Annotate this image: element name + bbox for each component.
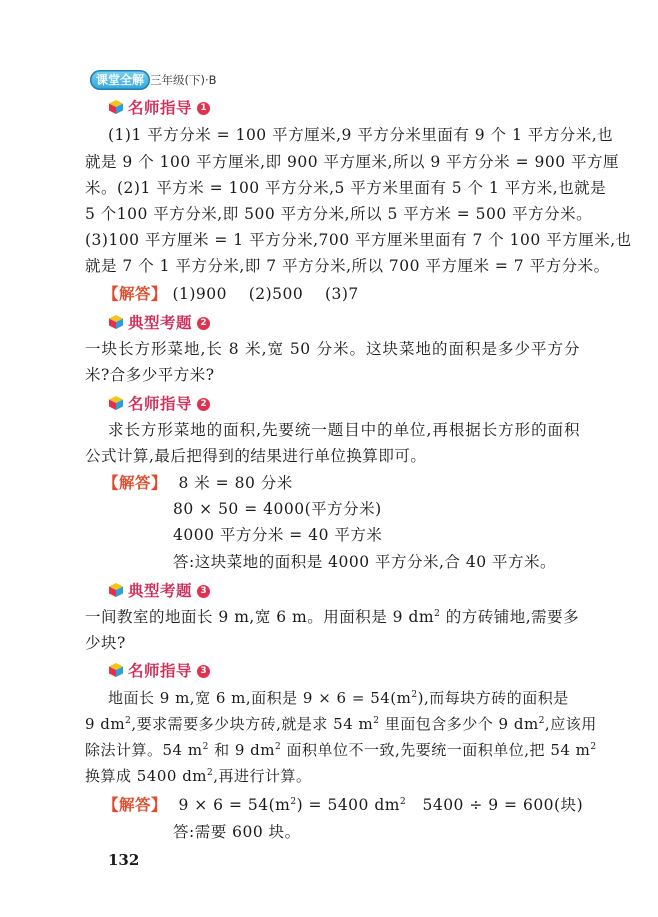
text-segment: ,再进行计算。 xyxy=(213,767,312,785)
section-heading-exam-2 xyxy=(108,311,210,333)
text-segment: ,要求需要多少块方砖,就是求 54 m xyxy=(131,715,374,733)
superscript: 2 xyxy=(275,742,282,752)
answer-text: (1)900 (2)500 (3)7 xyxy=(172,285,359,303)
section-heading-guide-3 xyxy=(108,659,210,681)
brand-badge: 课堂全解 xyxy=(90,70,150,90)
superscript: 2 xyxy=(399,797,407,807)
superscript: 2 xyxy=(538,716,545,726)
answer-row xyxy=(103,284,359,304)
heading-number: 3 xyxy=(197,665,210,678)
page-number: 132 xyxy=(108,851,140,869)
text-segment: 除法计算。54 m xyxy=(85,741,203,759)
text-segment: 地面长 9 m,宽 6 m,面积是 9 × 6 = 54(m xyxy=(108,689,412,707)
superscript: 2 xyxy=(590,742,597,752)
text-line: 求长方形菜地的面积,先要统一题目中的单位,再根据长方形的面积 xyxy=(108,421,580,439)
section-heading-guide-1 xyxy=(108,96,210,118)
text-segment: 里面包含多少个 9 dm xyxy=(379,715,539,733)
superscript: 2 xyxy=(125,716,132,726)
text-segment: 9 dm xyxy=(85,715,126,733)
text-line xyxy=(85,607,579,627)
cube-icon xyxy=(108,582,124,598)
heading-number: 2 xyxy=(197,317,210,330)
heading-number: 3 xyxy=(197,585,210,598)
text-line xyxy=(85,766,312,786)
text-segment: ,应该用 xyxy=(544,715,597,733)
answer-row xyxy=(103,795,583,815)
text-line: 5 个100 平方分米,即 500 平方分米,所以 5 平方米 = 500 平方分米。 xyxy=(85,205,593,223)
answer-text xyxy=(178,796,583,814)
text-line: (1)1 平方分米 = 100 平方厘米,9 平方分米里面有 9 个 1 平方分米,也 xyxy=(108,126,614,144)
heading-number: 1 xyxy=(197,102,210,115)
final-answer: 答:需要 600 块。 xyxy=(173,823,301,841)
answer-row xyxy=(103,473,293,493)
text-segment: 和 9 dm xyxy=(208,741,276,759)
text-segment: 的方砖铺地,需要多 xyxy=(440,608,580,626)
text-line: 少块? xyxy=(85,634,126,652)
cube-icon xyxy=(108,314,124,330)
section-heading-guide-2 xyxy=(108,392,210,414)
text-segment: 换算成 5400 dm xyxy=(85,767,208,785)
text-segment: ),而每块方砖的面积是 xyxy=(417,689,569,707)
cube-icon xyxy=(108,395,124,411)
superscript: 2 xyxy=(207,768,214,778)
heading-text: 名师指导 xyxy=(128,395,193,413)
section-heading-exam-3 xyxy=(108,579,210,601)
superscript: 2 xyxy=(373,716,380,726)
answer-label: 【解答】 xyxy=(103,796,168,814)
solution-step: 4000 平方分米 = 40 平方米 xyxy=(173,526,383,544)
heading-text: 名师指导 xyxy=(128,99,193,117)
text-segment: ) = 5400 dm xyxy=(296,796,400,814)
answer-label: 【解答】 xyxy=(103,285,168,303)
text-segment: 面积单位不一致,先要统一面积单位,把 54 m xyxy=(281,741,591,759)
text-line xyxy=(85,740,597,760)
text-line: 就是 7 个 1 平方分米,即 7 平方分米,所以 700 平方厘米 = 7 平方分米。 xyxy=(85,257,610,275)
text-line xyxy=(85,714,597,734)
superscript: 2 xyxy=(411,690,418,700)
solution-step: 8 米 = 80 分米 xyxy=(178,474,293,492)
text-line: 公式计算,最后把得到的结果进行单位换算即可。 xyxy=(85,447,427,465)
heading-number: 2 xyxy=(197,398,210,411)
answer-label: 【解答】 xyxy=(103,474,168,492)
superscript: 2 xyxy=(202,742,209,752)
cube-icon xyxy=(108,662,124,678)
text-segment: 一间教室的地面长 9 m,宽 6 m。用面积是 9 dm xyxy=(85,608,435,626)
solution-step: 80 × 50 = 4000(平方分米) xyxy=(173,500,382,518)
superscript: 2 xyxy=(290,797,297,807)
text-line: 米?合多少平方米? xyxy=(85,366,215,384)
superscript: 2 xyxy=(434,609,441,619)
text-line: 一块长方形菜地,长 8 米,宽 50 分米。这块菜地的面积是多少平方分 xyxy=(85,340,580,358)
heading-text: 典型考题 xyxy=(128,314,193,332)
grade-label: 三年级(下)·B xyxy=(150,73,217,87)
text-segment: 5400 ÷ 9 = 600(块) xyxy=(406,796,584,814)
text-segment: 9 × 6 = 54(m xyxy=(178,796,291,814)
text-line: 米。(2)1 平方米 = 100 平方分米,5 平方米里面有 5 个 1 平方米,也就是 xyxy=(85,179,607,197)
text-line xyxy=(108,688,569,708)
text-line: (3)100 平方厘米 = 1 平方分米,700 平方厘米里面有 7 个 100 平方厘米,也 xyxy=(85,231,632,249)
text-line: 就是 9 个 100 平方厘米,即 900 平方厘米,所以 9 平方分米 = 900 平方厘 xyxy=(85,153,620,171)
heading-text: 名师指导 xyxy=(128,662,193,680)
solution-step: 答:这块菜地的面积是 4000 平方分米,合 40 平方米。 xyxy=(173,553,557,571)
cube-icon xyxy=(108,99,124,115)
heading-text: 典型考题 xyxy=(128,582,193,600)
